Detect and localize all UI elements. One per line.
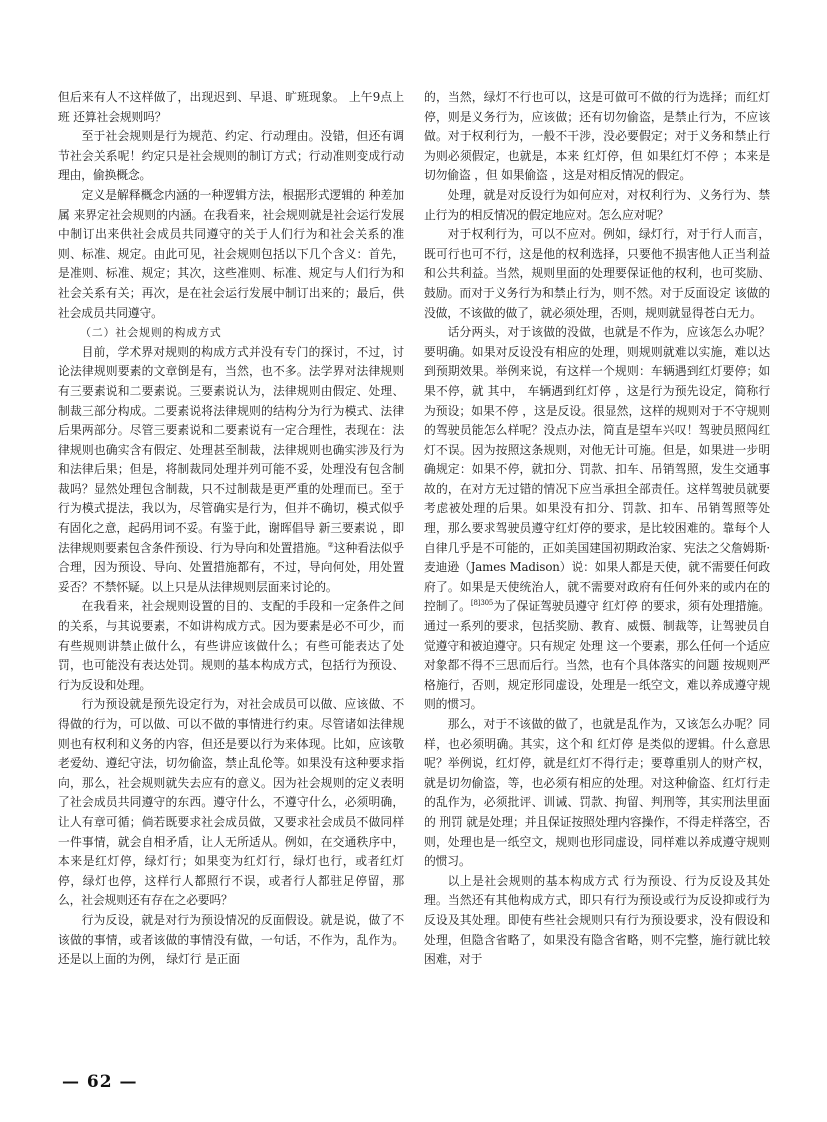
left-column [58, 88, 404, 1053]
footnote-ref: ② [327, 540, 334, 549]
paragraph-text: 这种看法似乎合理，因为预设、导向、处置措施都有，不过，导向何处，用处置妥否？不禁怀疑。以上只是从法律规则层面来讨论的。 [58, 540, 404, 594]
paragraph: 在我看来，社会规则设置的目的、支配的手段和一定条件之间的关系，与其说要素，不如讲构成方式。因为要素是必不可少，而有些规则讲禁止做什么，有些讲应该做什么；有些可能表达了处罚，也可能没有表达处罚。规则的基本构成方式，包括行为预设、行为反设和处理。 [58, 599, 404, 692]
citation-ref: [8]305 [470, 599, 494, 608]
paragraph: 处理，就是对反设行为如何应对，对权利行为、义务行为、禁止行为的相反情况的假定地应对。怎么应对呢？ [424, 187, 770, 222]
paragraph: 行为反设，就是对行为预设情况的反面假设。就是说，做了不该做的事情，或者该做的事情没有做，一句话，不作为，乱作为。还是以上面的为例， 绿灯行 是正面 [58, 912, 404, 967]
article-page [58, 88, 770, 1053]
paragraph-text: 话分两头，对于该做的没做，也就是不作为，应该怎么办呢？要明确。如果对反设没有相应的处理，则规则就难以实施，难以达到预期效果。举例来说，有这样一个规则：车辆遇到红灯要停；如果不停，就 其中， 车辆遇到红灯停 ，这是行为预先设定，简称行为预设；如果不停 ，这是反设。很显然，这样的规则对于不守规则的驾驶员能怎么样呢？没点办法，简直是望车兴叹！驾驶员照闯红灯不误。因为按照这条规则，对他无计可施。但是，如果进一步明确规定：如果不停，就扣分、罚款、扣车、吊销驾照，发生交通事故的，在对方无过错的情况下应当承担全部责任。这样驾驶员就要考虑被处理的后果。如果没有扣分、罚款、扣车、吊销驾照等处理，那么要求驾驶员遵守红灯停的要求，是比较困难的。靠每个人自律几乎是不可能的，正如美国建国初期政治家、宪法之父詹姆斯·麦迪逊（James Madison）说：如果人都是天使，就不需要任何政府了。如果是天使统治人，就不需要对政府有任何外来的或内在的控制了。 [424, 325, 770, 614]
paragraph: 那么，对于不该做的做了，也就是乱作为，又该怎么办呢？同样，也必须明确。其实，这个和 红灯停 是类似的逻辑。什么意思呢？举例说，红灯停，就是红灯不得行走；要尊重别人的财产权，就是切勿偷盗，等，也必须有相应的处理。对这种偷盗、红灯行走的乱作为，必须批评、训诫、罚款、拘留、判刑等，其实刑法里面的 刑罚 就是处理；并且保证按照处理内容操作，不得走样落空，否则，处理也是一纸空文，规则也形同虚设，同样难以养成遵守规则的惯习。 [424, 717, 770, 869]
paragraph: 对于权利行为，可以不应对。例如，绿灯行，对于行人而言，既可行也可不行，这是他的权利选择，只要他不损害他人正当利益和公共利益。当然，规则里面的处理要保证他的权利，也可奖励、鼓励。而对于义务行为和禁止行为，则不然。对于反面设定 该做的没做，不该做的做了，就必须处理，否则，规则就显得苍白无力。 [424, 227, 770, 320]
page-number: — 62 — [62, 1072, 138, 1092]
paragraph: 但后来有人不这样做了，出现迟到、早退、旷班现象。 上午9点上班 还算社会规则吗？ [58, 90, 404, 124]
paragraph: 行为预设就是预先设定行为，对社会成员可以做、应该做、不得做的行为，可以做、可以不做的事情进行约束。尽管诸如法律规则也有权利和义务的内容，但还是要以行为来体现。比如，应该敬老爱幼、遵纪守法，切勿偷盗，禁止乱伦等。如果没有这种要求指向，那么，社会规则就失去应有的意义。因为社会规则的定义表明了社会成员共同遵守的东西。遵守什么，不遵守什么，必须明确，让人有章可循；倘若既要求社会成员做，又要求社会成员不做同样一件事情，就会自相矛盾，让人无所适从。例如，在交通秩序中，本来是红灯停，绿灯行；如果变为红灯行，绿灯也行，或者红灯停，绿灯也停，这样行人都照行不误，或者行人都驻足停留，那么，社会规则还有存在之必要吗？ [58, 697, 404, 908]
paragraph [58, 343, 404, 598]
paragraph-text: 目前，学术界对规则的构成方式并没有专门的探讨，不过，讨论法律规则要素的文章倒是有，当然，也不多。法学界对法律规则有三要素说和二要素说。三要素说认为，法律规则由假定、处理、制裁三部分构成。二要素说将法律规则的结构分为行为模式、法律后果两部分。尽管三要素说和二要素说有一定合理性，表现在：法律规则也确实含有假定、处理甚至制裁，法律规则也确实涉及行为和法律后果；但是，将制裁同处理并列可能不妥，处理没有包含制裁吗？显然处理包含制裁，只不过制裁是更严重的处理而已。至于行为模式提法，我以为，尽管确实是行为，但并不确切，模式似乎有固化之意，起码用词不妥。有鉴于此，谢晖倡导 新三要素说 ，即法律规则要素包含条件预设、行为导向和处置措施。 [58, 344, 404, 555]
paragraph-text: 为了保证驾驶员遵守 红灯停 的要求，须有处理措施。通过一系列的要求，包括奖励、教育、威慑、制裁等，让驾驶员自觉遵守和被迫遵守。只有规定 处理 这一个要素，那么任何一个适应对象都不得不三思而后行。当然，也有个具体落实的问题 按规则严格施行，否则，规定形同虚设，处理是一纸空文，难以养成遵守规则的惯习。 [424, 599, 770, 712]
paragraph: 的，当然，绿灯不行也可以，这是可做可不做的行为选择；而红灯停，则是义务行为，应该做；还有切勿偷盗，是禁止行为，不应该做。对于权利行为，一般不干涉，没必要假定；对于义务和禁止行为则必须假定，也就是，本来 红灯停，但 如果红灯不停 ；本来是 切勿偷盗 ，但 如果偷盗 ，这是对相反情况的假定。 [424, 90, 770, 183]
right-column [424, 88, 770, 1053]
paragraph: 以上是社会规则的基本构成方式 行为预设、行为反设及其处理。当然还有其他构成方式，即只有行为预设或行为反设抑或行为反设及其处理。即使有些社会规则只有行为预设要求，没有假设和处理，但隐含省略了，如果没有隐含省略，则不完整，施行就比较困难，对于 [424, 873, 770, 967]
paragraph: 定义是解释概念内涵的一种逻辑方法，根据形式逻辑的 种差加属 来界定社会规则的内涵。在我看来，社会规则就是社会运行发展中制订出来供社会成员共同遵守的关于人们行为和社会关系的准则、标准、规定。由此可见，社会规则包括以下几个含义：首先，是准则、标准、规定；其次，这些准则、标准、规定与人们行为和社会关系有关；再次，是在社会运行发展中制订出来的；最后，供社会成员共同遵守。 [58, 187, 404, 320]
section-heading: （二）社会规则的构成方式 [80, 326, 222, 340]
paragraph: 至于社会规则是行为规范、约定、行动理由。没错，但还有调节社会关系呢！约定只是社会规则的制订方式；行动准则变成行动理由，偷换概念。 [58, 129, 404, 183]
paragraph [424, 323, 770, 715]
